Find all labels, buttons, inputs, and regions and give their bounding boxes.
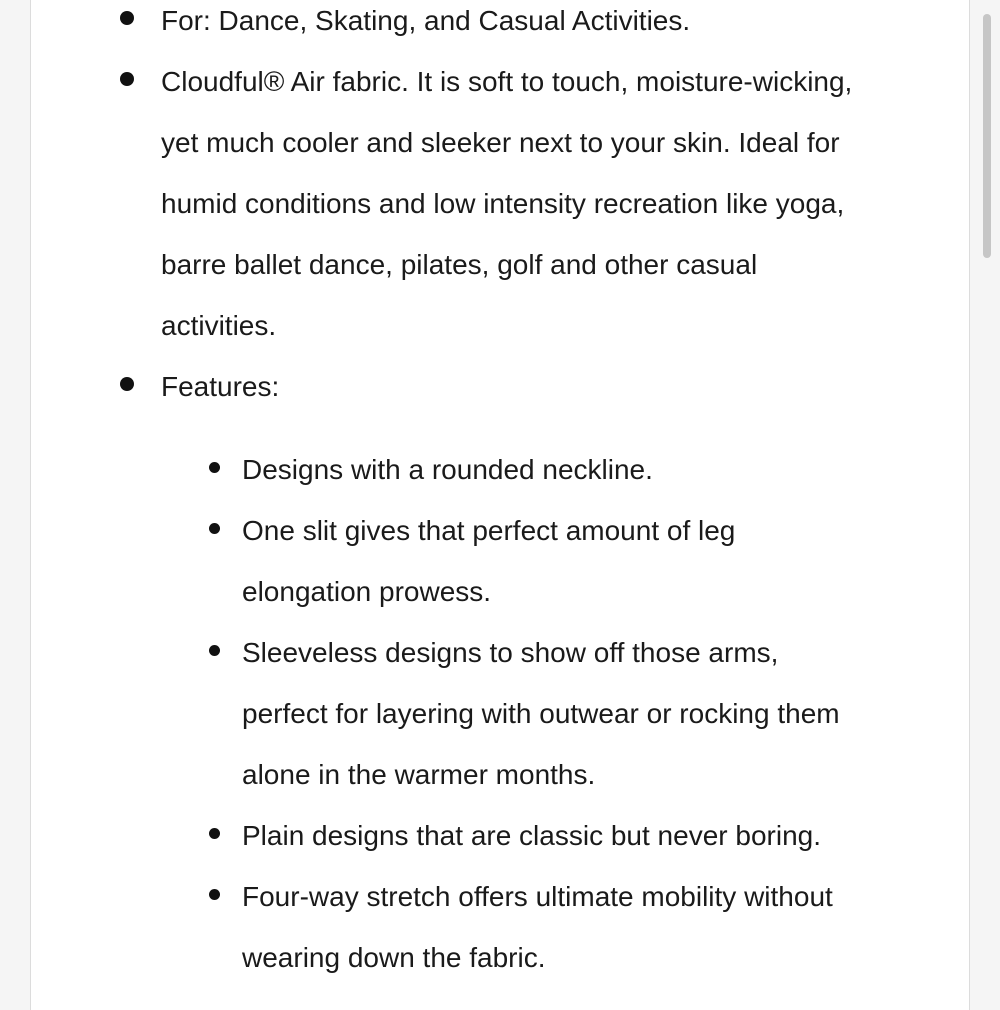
text-line: wearing down the fabric. xyxy=(242,942,546,973)
product-description-panel xyxy=(30,0,970,1010)
bullet-icon xyxy=(209,523,220,534)
text-line: For: Dance, Skating, and Casual Activities. xyxy=(161,5,691,36)
bullet-icon xyxy=(120,72,134,86)
bullet-icon xyxy=(120,377,134,391)
text-line: Plain designs that are classic but never boring. xyxy=(242,820,821,851)
text-line: Cloudful® Air fabric. It is soft to touch, moisture-wicking, xyxy=(161,66,853,97)
text-line: yet much cooler and sleeker next to your skin. Ideal for xyxy=(161,127,840,158)
bullet-icon xyxy=(209,828,220,839)
bullet-icon xyxy=(209,462,220,473)
text-line: Sleeveless designs to show off those arms, xyxy=(242,637,779,668)
text-line: barre ballet dance, pilates, golf and other casual xyxy=(161,249,758,280)
text-line: One slit gives that perfect amount of leg xyxy=(242,515,736,546)
text-line: perfect for layering with outwear or rocking them xyxy=(242,698,840,729)
list-item-text xyxy=(242,622,840,805)
bullet-icon xyxy=(209,889,220,900)
list-item-text xyxy=(161,356,279,417)
list-item-text xyxy=(242,500,735,622)
bullet-icon xyxy=(209,645,220,656)
vertical-scrollbar-thumb[interactable] xyxy=(983,14,991,258)
text-line: humid conditions and low intensity recreation like yoga, xyxy=(161,188,845,219)
text-line: elongation prowess. xyxy=(242,576,492,607)
list-item-text xyxy=(161,0,690,51)
text-line: alone in the warmer months. xyxy=(242,759,596,790)
text-line: activities. xyxy=(161,310,277,341)
list-item-text xyxy=(242,805,821,866)
list-item-text xyxy=(161,51,852,356)
bullet-icon xyxy=(120,11,134,25)
list-item-text xyxy=(242,866,833,988)
text-line: Four-way stretch offers ultimate mobility without xyxy=(242,881,833,912)
text-line: Features: xyxy=(161,371,280,402)
text-line: Designs with a rounded neckline. xyxy=(242,454,653,485)
list-item-text xyxy=(242,439,653,500)
